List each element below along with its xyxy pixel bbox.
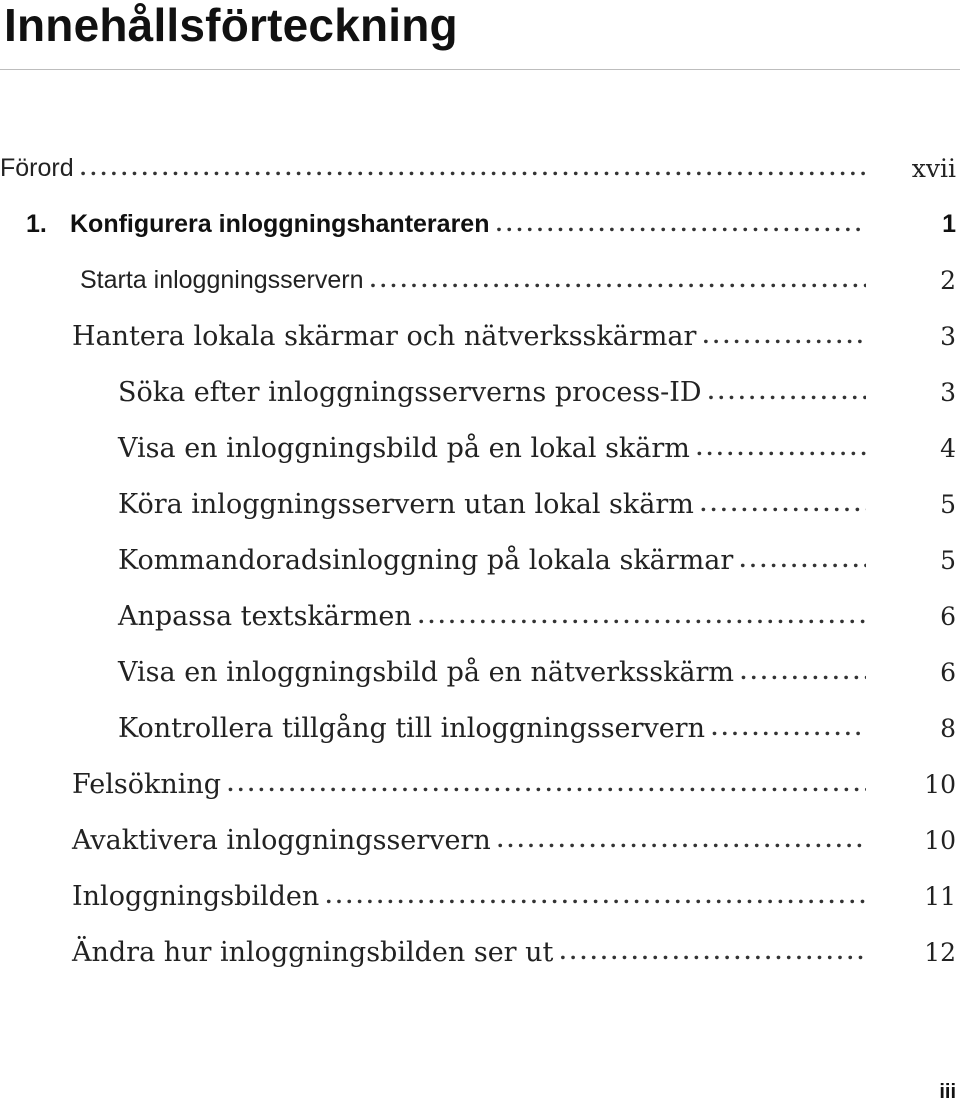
toc-entry-page: 5 xyxy=(940,489,956,519)
toc-entry-page: 3 xyxy=(940,377,956,407)
toc-entry-visa-lokal[interactable] xyxy=(0,420,960,476)
toc-entry-page: 8 xyxy=(940,713,956,743)
chapter-number: 1. xyxy=(26,209,47,238)
toc-entry-visa-natverk[interactable] xyxy=(0,644,960,700)
toc-entry-title: Avaktivera inloggningsservern xyxy=(72,824,491,856)
toc-entry-page: 3 xyxy=(940,321,956,351)
toc-entry-anpassa[interactable] xyxy=(0,588,960,644)
toc-entry-page: 11 xyxy=(924,881,956,911)
toc-entry-page: 12 xyxy=(924,937,956,967)
toc-entry-soka[interactable] xyxy=(0,364,960,420)
toc-entry-page: 6 xyxy=(940,657,956,687)
toc-entry-avaktivera[interactable] xyxy=(0,812,960,868)
toc-entry-title: Köra inloggningsservern utan lokal skärm xyxy=(118,488,694,520)
dot-leader xyxy=(711,716,866,740)
toc-entry-page: 6 xyxy=(940,601,956,631)
toc-entry-kontrollera[interactable] xyxy=(0,700,960,756)
dot-leader xyxy=(696,436,866,460)
dot-leader xyxy=(497,828,866,852)
toc-entry-title: Kommandoradsinloggning på lokala skärmar xyxy=(118,544,734,576)
toc-entry-title: Visa en inloggningsbild på en lokal skärm xyxy=(118,432,690,464)
toc-entry-title: Visa en inloggningsbild på en nätverksskärm xyxy=(118,656,735,688)
table-of-contents xyxy=(0,140,960,980)
toc-entry-inloggningsbilden[interactable] xyxy=(0,868,960,924)
toc-entry-starta[interactable] xyxy=(0,252,960,308)
toc-entry-kommandorad[interactable] xyxy=(0,532,960,588)
toc-entry-title: Anpassa textskärmen xyxy=(118,600,412,632)
dot-leader xyxy=(227,772,866,796)
page-title: Innehållsförteckning xyxy=(4,0,458,51)
toc-entry-page: 10 xyxy=(924,825,956,855)
toc-entry-title: Felsökning xyxy=(72,768,222,800)
toc-entry-forord[interactable] xyxy=(0,140,960,196)
toc-entry-page: 5 xyxy=(940,545,956,575)
toc-chapter-1[interactable] xyxy=(0,196,960,252)
toc-entry-page: 1 xyxy=(942,209,956,238)
toc-entry-title: Inloggningsbilden xyxy=(72,880,320,912)
toc-entry-kora[interactable] xyxy=(0,476,960,532)
dot-leader xyxy=(708,380,866,404)
title-divider xyxy=(0,69,960,70)
dot-leader xyxy=(495,212,866,236)
toc-entry-page: xvii xyxy=(911,153,956,183)
toc-entry-page: 10 xyxy=(924,769,956,799)
toc-entry-title: Kontrollera tillgång till inloggningsservern xyxy=(118,712,705,744)
dot-leader xyxy=(559,940,866,964)
dot-leader xyxy=(370,268,867,292)
dot-leader xyxy=(325,884,866,908)
toc-entry-title: Söka efter inloggningsserverns process-ID xyxy=(118,376,702,408)
toc-entry-hantera[interactable] xyxy=(0,308,960,364)
toc-entry-felsokning[interactable] xyxy=(0,756,960,812)
toc-entry-page: 4 xyxy=(940,433,956,463)
dot-leader xyxy=(702,324,866,348)
dot-leader xyxy=(700,492,866,516)
toc-entry-title: Förord xyxy=(0,153,74,182)
dot-leader xyxy=(739,548,866,572)
dot-leader xyxy=(80,156,866,180)
toc-entry-title: Konfigurera inloggningshanteraren xyxy=(70,209,490,238)
toc-entry-title: Starta inloggningsservern xyxy=(80,265,364,294)
toc-entry-andra[interactable] xyxy=(0,924,960,980)
dot-leader xyxy=(418,604,866,628)
toc-entry-page: 2 xyxy=(940,265,956,295)
toc-entry-title: Ändra hur inloggningsbilden ser ut xyxy=(72,936,554,968)
page-number: iii xyxy=(939,1081,956,1103)
toc-entry-title: Hantera lokala skärmar och nätverksskärmar xyxy=(72,320,697,352)
dot-leader xyxy=(740,660,866,684)
